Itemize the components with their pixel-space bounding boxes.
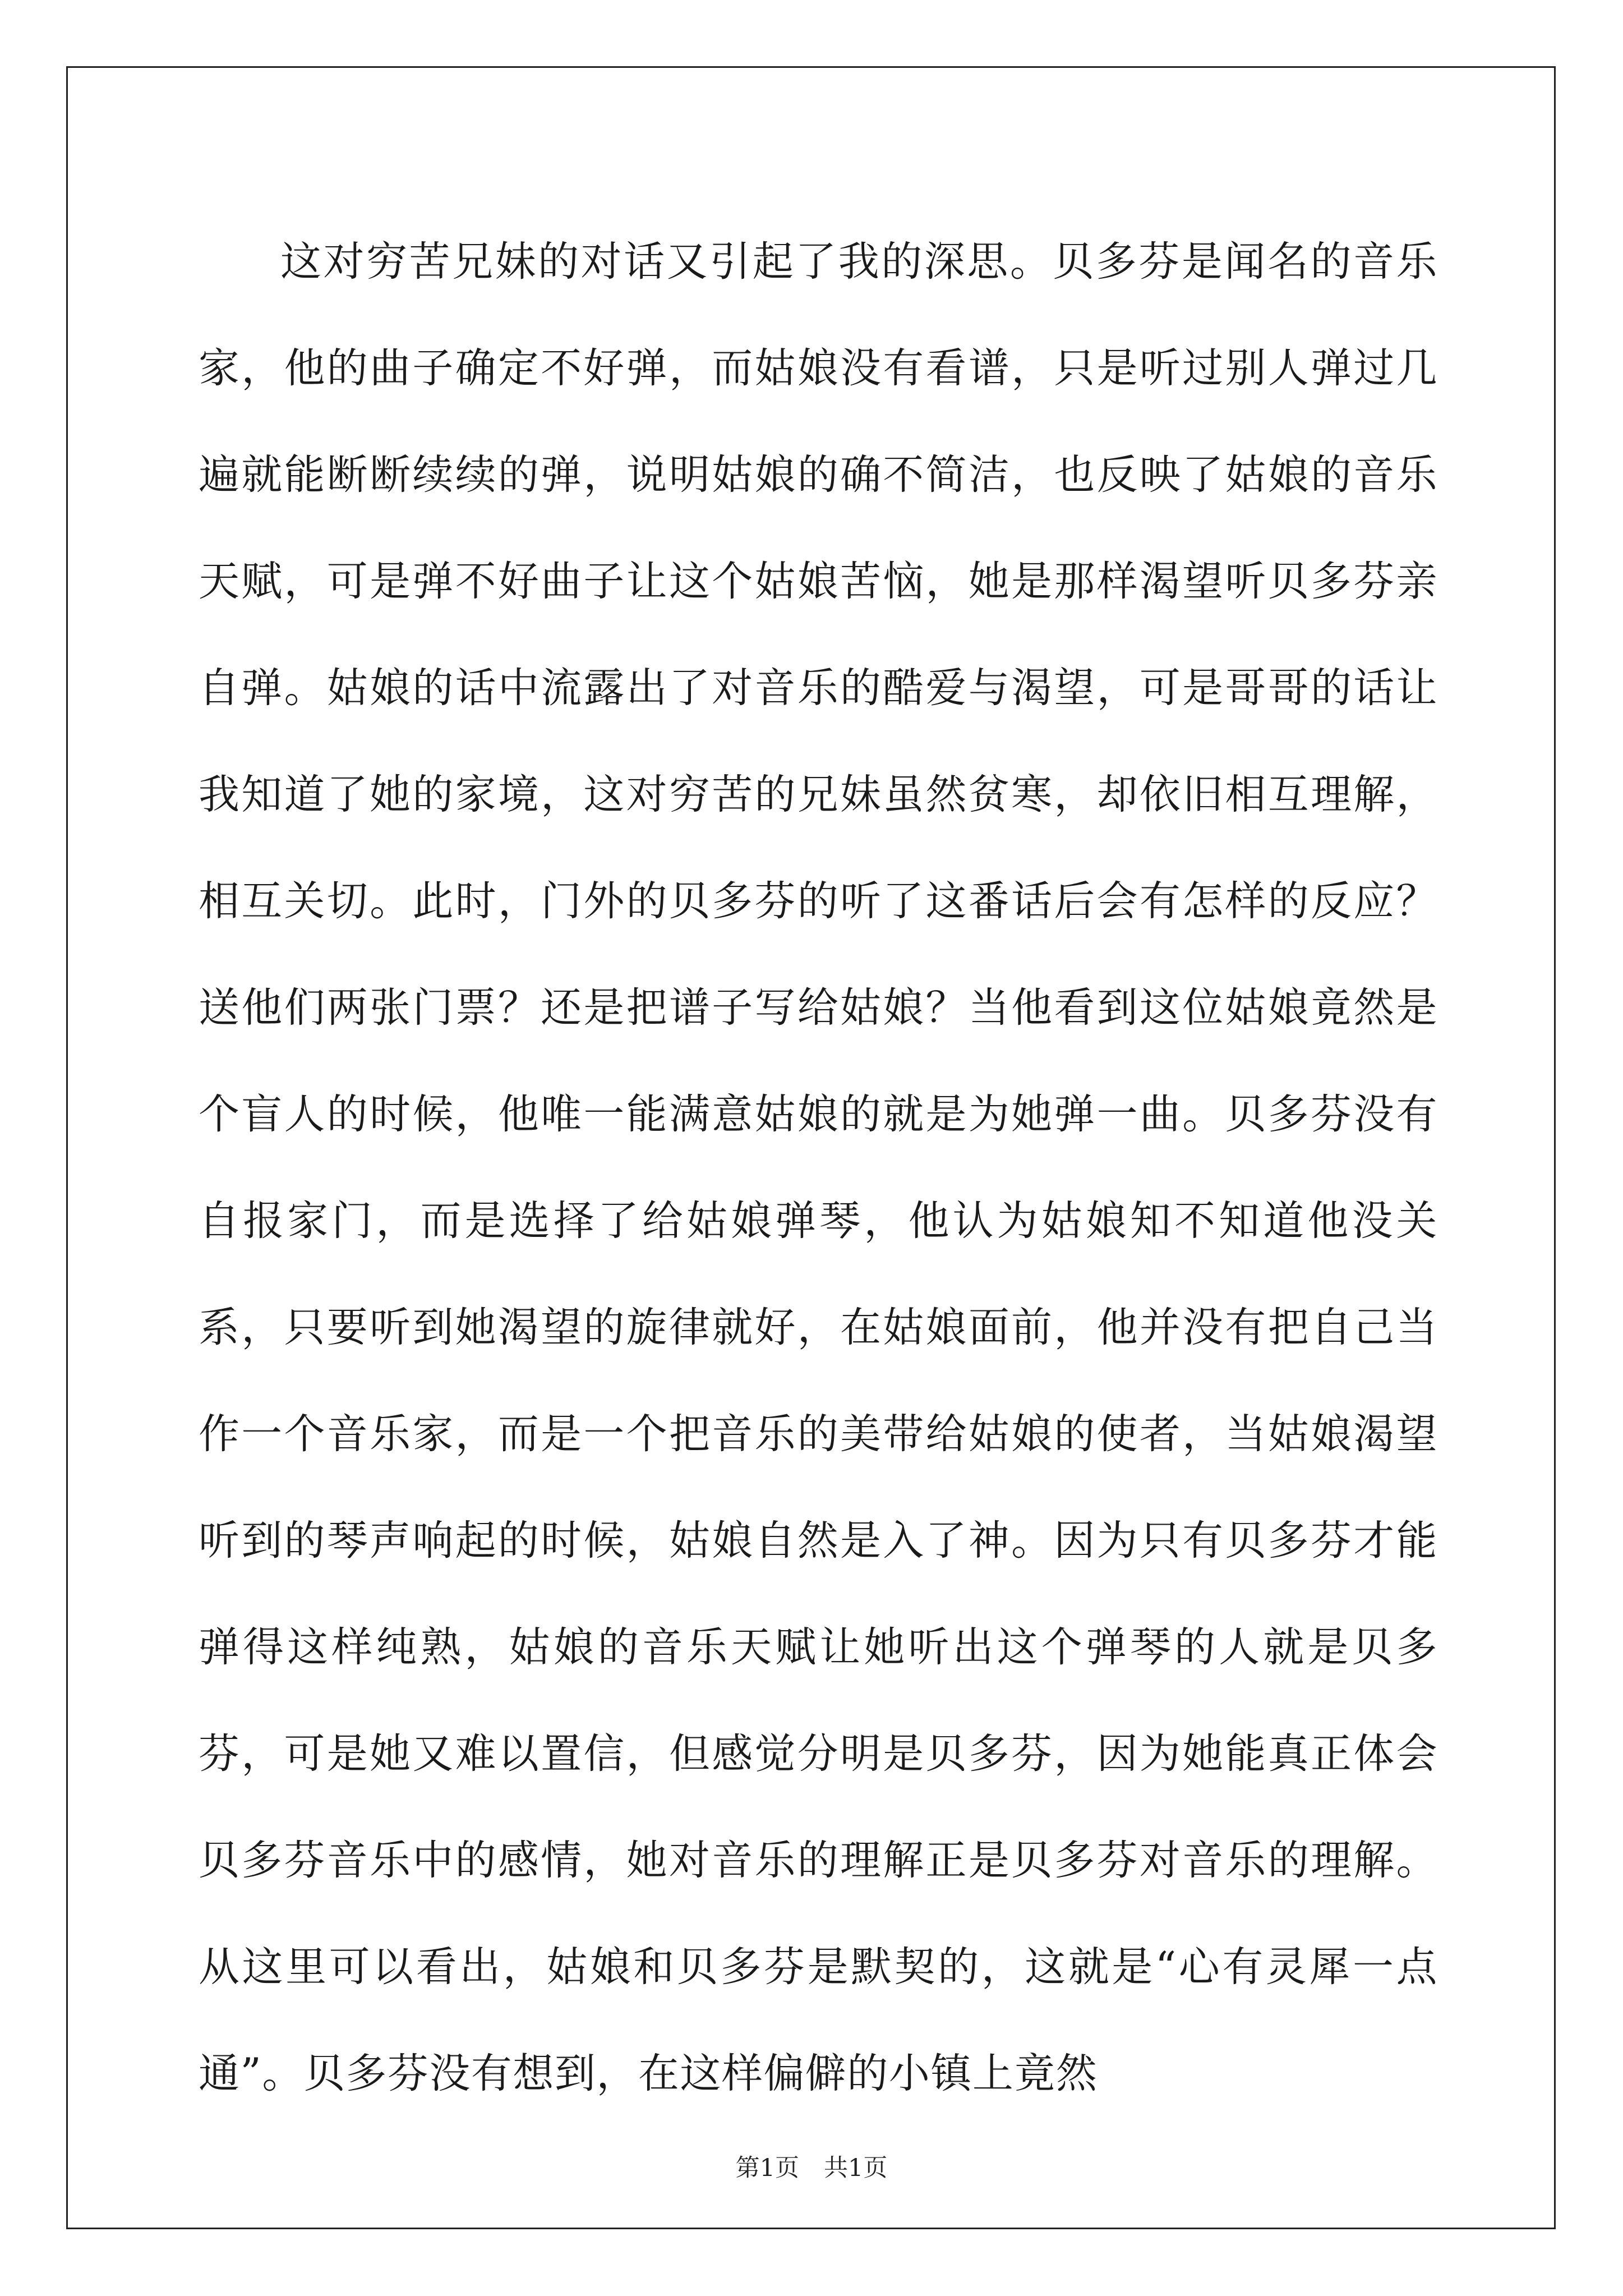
body-paragraph: 这对穷苦兄妹的对话又引起了我的深思。贝多芬是闻名的音乐家，他的曲子确定不好弹，而姑娘没有看谱，只是听过别人弹过几遍就能断断续续的弹，说明姑娘的确不简洁，也反映了姑娘的音乐天赋，可是弹不好曲子让这个姑娘苦恼，她是那样渴望听贝多芬亲自弹。姑娘的话中流露出了对音乐的酷爱与渴望，可是哥哥的话让我知道了她的家境，这对穷苦的兄妹虽然贫寒，却依旧相互理解，相互关切。此时，门外的贝多芬的听了这番话后会有怎样的反应？送他们两张门票？还是把谱子写给姑娘？当他看到这位姑娘竟然是个盲人的时候，他唯一能满意姑娘的就是为她弹一曲。贝多芬没有自报家门，而是选择了给姑娘弹琴，他认为姑娘知不知道他没关系，只要听到她渴望的旋律就好，在姑娘面前，他并没有把自己当作一个音乐家，而是一个把音乐的美带给姑娘的使者，当姑娘渴望听到的琴声响起的时候，姑娘自然是入了神。因为只有贝多芬才能弹得这样纯熟，姑娘的音乐天赋让她听出这个弹琴的人就是贝多芬，可是她又难以置信，但感觉分明是贝多芬，因为她能真正体会贝多芬音乐中的感情，她对音乐的理解正是贝多芬对音乐的理解。从这里可以看出，姑娘和贝多芬是默契的，这就是“心有灵犀一点通”。贝多芬没有想到，在这样偏僻的小镇上竟然	[199, 238, 1438, 2097]
page-footer	[0, 2151, 1623, 2185]
page-number-current: 第1页	[735, 2154, 799, 2182]
page-number-total: 共1页	[824, 2154, 888, 2182]
